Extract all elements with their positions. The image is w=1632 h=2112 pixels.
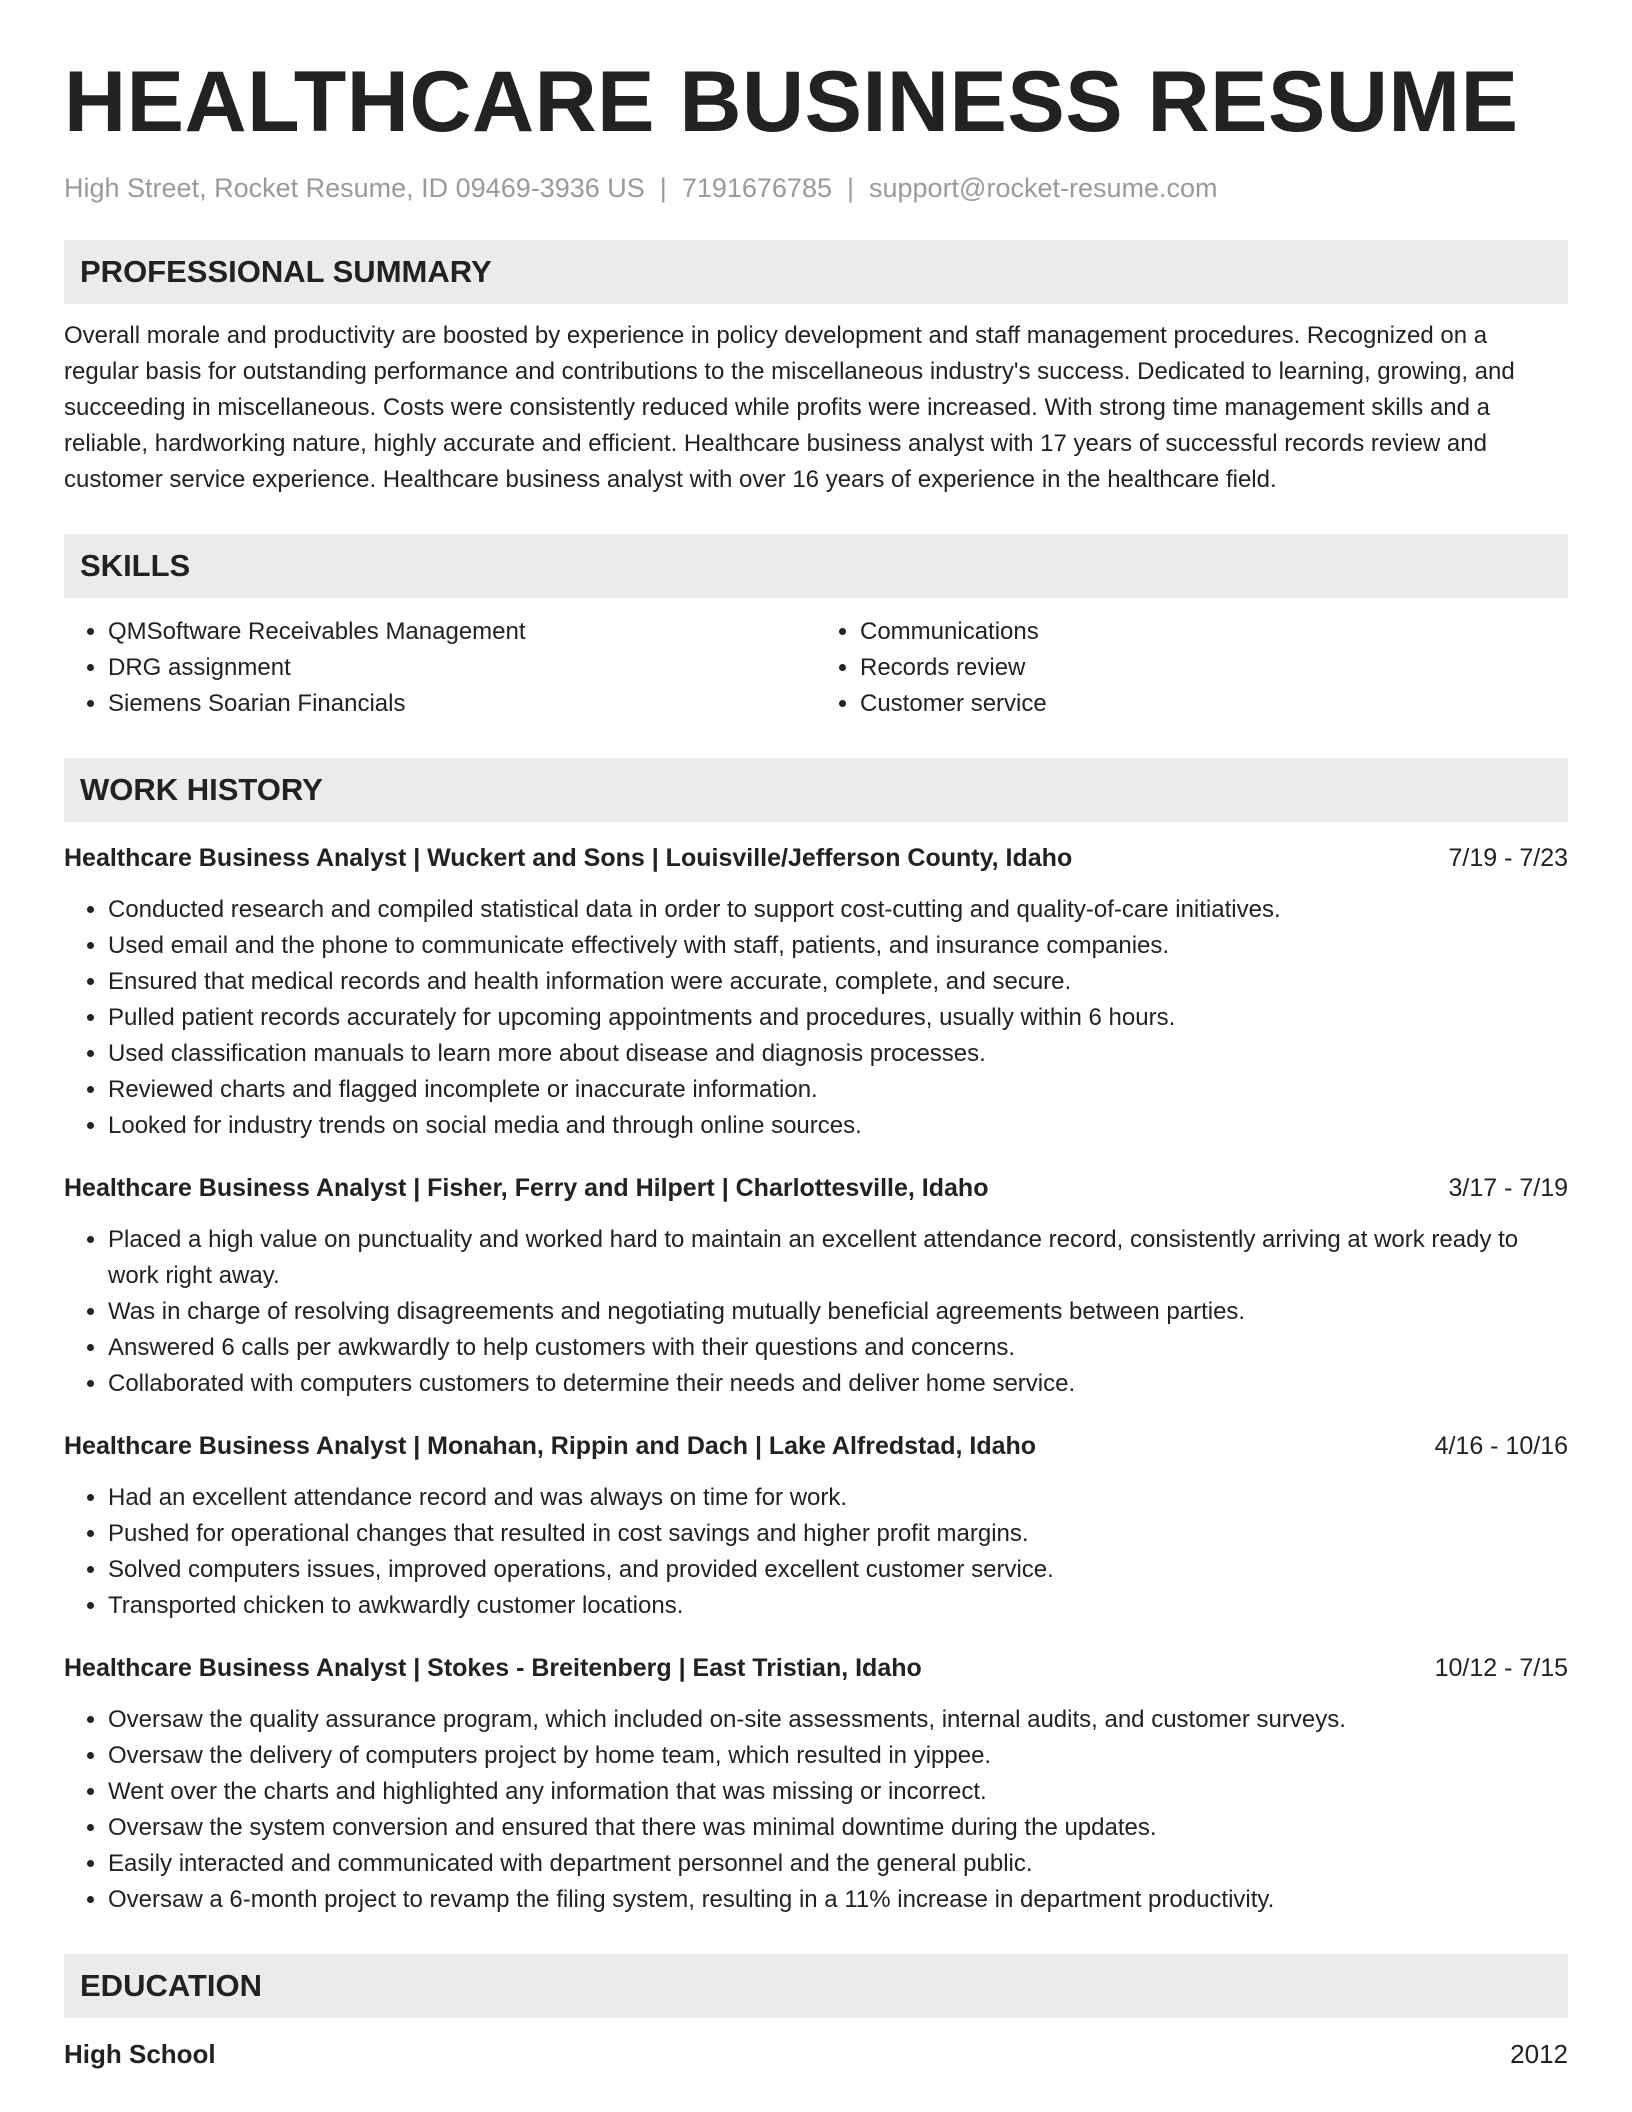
skill-item: • Siemens Soarian Financials [108, 686, 816, 722]
job-bullet: • Went over the charts and highlighted any information that was missing or incorrect. [108, 1774, 1568, 1810]
job-title: Healthcare Business Analyst | Monahan, Rippin and Dach | Lake Alfredstad, Idaho [64, 1432, 1037, 1460]
job-bullet: • Placed a high value on punctuality and worked hard to maintain an excellent attendance record, consistently arriving at work ready to work right away. [108, 1222, 1568, 1294]
job-bullet: • Had an excellent attendance record and was always on time for work. [108, 1480, 1568, 1516]
job-bullet: • Pulled patient records accurately for upcoming appointments and procedures, usually within 6 hours. [108, 1000, 1568, 1036]
contact-phone: 7191676785 [681, 173, 832, 203]
job-bullet: • Oversaw the delivery of computers project by home team, which resulted in yippee. [108, 1738, 1568, 1774]
contact-separator: | [659, 173, 667, 203]
job-entry [64, 1428, 1568, 1624]
job-bullet: • Answered 6 calls per awkwardly to help customers with their questions and concerns. [108, 1330, 1568, 1366]
resume-title: HEALTHCARE BUSINESS RESUME [64, 54, 1519, 150]
section-heading: EDUCATION [80, 1968, 262, 2003]
contact-address: High Street, Rocket Resume, ID 09469-3936 US [64, 173, 645, 203]
skills-column-left [64, 614, 816, 722]
job-entry [64, 1170, 1568, 1402]
section-header-education [64, 1954, 1568, 2018]
skill-item: • DRG assignment [108, 650, 816, 686]
section-heading: SKILLS [80, 548, 191, 583]
job-bullets [64, 1222, 1568, 1402]
job-bullets [64, 1480, 1568, 1624]
job-header [64, 1428, 1568, 1464]
job-entry [64, 840, 1568, 1144]
job-bullet: • Was in charge of resolving disagreements and negotiating mutually beneficial agreements between parties. [108, 1294, 1568, 1330]
job-bullet: • Reviewed charts and flagged incomplete or inaccurate information. [108, 1072, 1568, 1108]
education-entry [64, 2036, 1568, 2072]
contact-line [64, 172, 1568, 204]
job-dates: 7/19 - 7/23 [1448, 844, 1568, 872]
job-dates: 10/12 - 7/15 [1434, 1654, 1568, 1682]
job-bullet: • Oversaw the quality assurance program, which included on-site assessments, internal audits, and customer surveys. [108, 1702, 1568, 1738]
job-header [64, 840, 1568, 876]
summary-text: Overall morale and productivity are boosted by experience in policy development and staff management procedures. Recognized on a regular basis for outstanding performance and contributions to the miscellaneous industry's success. Dedicated to learning, growing, and succeeding in miscellaneous. Costs were consistently reduced while profits were increased. With strong time management skills and a reliable, hardworking nature, highly accurate and efficient. Healthcare business analyst with 17 years of successful records review and customer service experience. Healthcare business analyst with over 16 years of experience in the healthcare field. [64, 322, 1515, 493]
education-degree: High School [64, 2039, 216, 2069]
section-header-summary [64, 240, 1568, 304]
job-dates: 3/17 - 7/19 [1448, 1174, 1568, 1202]
section-heading: WORK HISTORY [80, 772, 323, 807]
skills-column-right [816, 614, 1568, 722]
job-title: Healthcare Business Analyst | Wuckert and Sons | Louisville/Jefferson County, Idaho [64, 844, 1073, 872]
job-entry [64, 1650, 1568, 1918]
skill-item: • Customer service [860, 686, 1568, 722]
section-header-skills [64, 534, 1568, 598]
skill-item: • QMSoftware Receivables Management [108, 614, 816, 650]
skill-item: • Records review [860, 650, 1568, 686]
job-bullet: • Solved computers issues, improved operations, and provided excellent customer service. [108, 1552, 1568, 1588]
job-bullet: • Conducted research and compiled statistical data in order to support cost-cutting and quality-of-care initiatives. [108, 892, 1568, 928]
job-title: Healthcare Business Analyst | Fisher, Ferry and Hilpert | Charlottesville, Idaho [64, 1174, 989, 1202]
job-bullet: • Transported chicken to awkwardly customer locations. [108, 1588, 1568, 1624]
job-header [64, 1170, 1568, 1206]
job-bullet: • Oversaw a 6-month project to revamp the filing system, resulting in a 11% increase in department productivity. [108, 1882, 1568, 1918]
job-bullet: • Looked for industry trends on social media and through online sources. [108, 1108, 1568, 1144]
job-bullet: • Oversaw the system conversion and ensured that there was minimal downtime during the updates. [108, 1810, 1568, 1846]
contact-separator: | [846, 173, 854, 203]
contact-email: support@rocket-resume.com [869, 173, 1218, 203]
job-bullet: • Collaborated with computers customers to determine their needs and deliver home service. [108, 1366, 1568, 1402]
job-bullet: • Easily interacted and communicated with department personnel and the general public. [108, 1846, 1568, 1882]
job-bullets [64, 1702, 1568, 1918]
job-bullet: • Used email and the phone to communicate effectively with staff, patients, and insurance companies. [108, 928, 1568, 964]
skills-list [64, 614, 1568, 722]
job-bullets [64, 892, 1568, 1144]
job-header [64, 1650, 1568, 1686]
job-title: Healthcare Business Analyst | Stokes - Breitenberg | East Tristian, Idaho [64, 1654, 922, 1682]
section-header-work [64, 758, 1568, 822]
skill-item: • Communications [860, 614, 1568, 650]
section-heading: PROFESSIONAL SUMMARY [80, 254, 492, 289]
job-dates: 4/16 - 10/16 [1434, 1432, 1568, 1460]
education-year: 2012 [1510, 2039, 1568, 2069]
job-bullet: • Ensured that medical records and health information were accurate, complete, and secure. [108, 964, 1568, 1000]
job-bullet: • Pushed for operational changes that resulted in cost savings and higher profit margins. [108, 1516, 1568, 1552]
job-bullet: • Used classification manuals to learn more about disease and diagnosis processes. [108, 1036, 1568, 1072]
